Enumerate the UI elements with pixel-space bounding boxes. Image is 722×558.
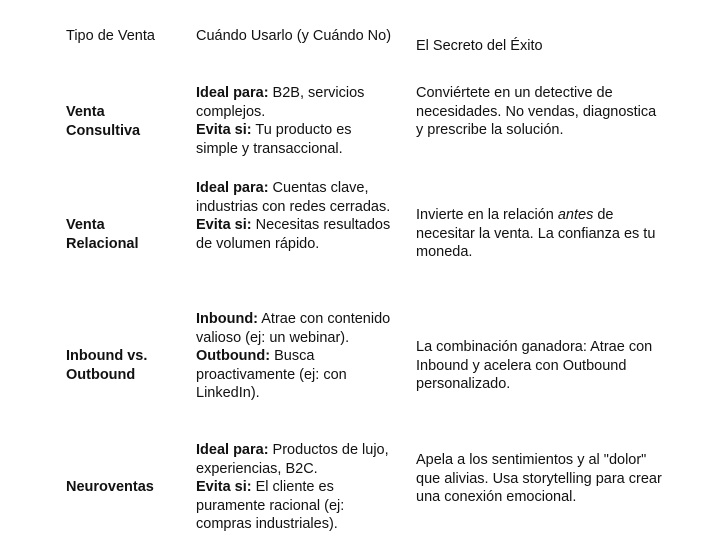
when-label: Outbound:: [196, 348, 271, 364]
when-label: Ideal para:: [196, 85, 269, 101]
when-label: Evita si:: [196, 217, 252, 233]
row-when: [196, 84, 392, 158]
when-label: Ideal para:: [196, 180, 269, 196]
row-when: [196, 441, 392, 534]
row-type: Neuroventas: [66, 479, 154, 495]
row-secret: Apela a los sentimientos y al "dolor" que alivias. Usa storytelling para crear una conexión emocional.: [416, 452, 662, 505]
when-label: Evita si:: [196, 479, 252, 495]
when-label: Evita si:: [196, 122, 252, 138]
when-label: Ideal para:: [196, 442, 269, 458]
table-header-row: [0, 27, 722, 67]
header-when: Cuándo Usarlo (y Cuándo No): [196, 28, 392, 44]
when-text: Productos de lujo, experiencias, B2C.: [196, 442, 389, 477]
table-row: [0, 179, 722, 291]
when-text: El cliente es puramente racional (ej: compras industriales).: [196, 479, 345, 532]
header-secret: El Secreto del Éxito: [416, 38, 543, 54]
row-secret: Conviértete en un detective de necesidades. No vendas, diagnostica y prescribe la solución.: [416, 85, 657, 138]
row-type: Venta Relacional: [66, 217, 139, 252]
when-text: Busca proactivamente (ej: con LinkedIn).: [196, 348, 347, 401]
table-row: [0, 310, 722, 422]
row-type: Venta Consultiva: [66, 104, 141, 139]
header-type: Tipo de Venta: [66, 28, 155, 44]
secret-text: de necesitar la venta. La confianza es tu moneda.: [416, 207, 656, 260]
when-text: Cuentas clave, industrias con redes cerradas.: [196, 180, 391, 215]
row-secret: La combinación ganadora: Atrae con Inbound y acelera con Outbound personalizado.: [416, 339, 653, 392]
row-secret: [416, 206, 666, 262]
secret-text: Invierte en la relación: [416, 207, 558, 223]
table-row: [0, 84, 722, 160]
when-text: Tu producto es simple y transaccional.: [196, 122, 352, 157]
row-type: Inbound vs. Outbound: [66, 348, 148, 383]
when-text: B2B, servicios complejos.: [196, 85, 365, 120]
row-when: [196, 179, 392, 253]
when-label: Inbound:: [196, 311, 259, 327]
when-text: Necesitas resultados de volumen rápido.: [196, 217, 391, 252]
when-text: Atrae con contenido valioso (ej: un webinar).: [196, 311, 391, 346]
secret-emphasis: antes: [557, 207, 594, 223]
table-row: [0, 441, 722, 535]
row-when: [196, 310, 392, 403]
